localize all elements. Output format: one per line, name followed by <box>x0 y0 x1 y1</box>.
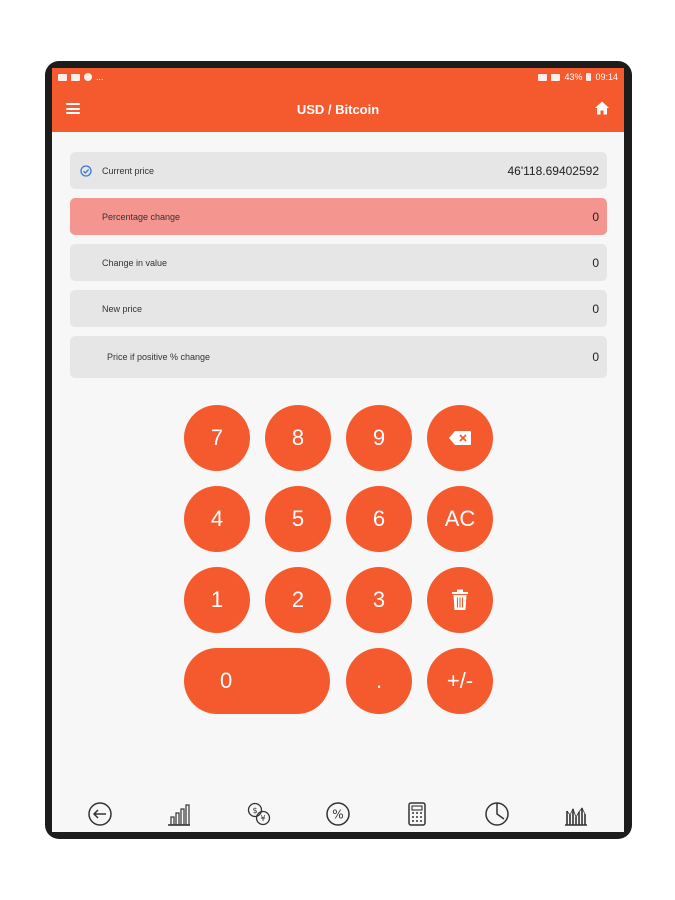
row-value: 0 <box>592 209 599 224</box>
row-label-wrap <box>80 258 167 268</box>
status-more-text: ... <box>96 72 104 82</box>
calculator-icon <box>403 800 431 828</box>
svg-text:%: % <box>332 807 344 822</box>
menu-icon-line <box>66 103 80 105</box>
row-label-wrap <box>80 212 180 222</box>
key-8[interactable]: 8 <box>265 405 331 471</box>
nav-bar-chart[interactable] <box>163 798 195 830</box>
nav-percentage[interactable] <box>322 798 354 830</box>
home-icon[interactable] <box>594 100 610 116</box>
app-screen <box>52 68 624 832</box>
back-arrow-icon <box>86 800 114 828</box>
settings-icon <box>84 73 92 81</box>
status-bar <box>52 68 624 86</box>
trash-icon <box>451 589 469 611</box>
backspace-button[interactable] <box>427 405 493 471</box>
image-icon <box>71 74 80 81</box>
key-3[interactable]: 3 <box>346 567 412 633</box>
key-1[interactable]: 1 <box>184 567 250 633</box>
row-label-wrap <box>80 165 154 177</box>
key-9[interactable]: 9 <box>346 405 412 471</box>
menu-icon-line <box>66 112 80 114</box>
row-value: 0 <box>592 350 599 364</box>
clock-icon <box>483 800 511 828</box>
volume-chart-icon <box>562 800 590 828</box>
battery-icon <box>586 73 591 81</box>
currency-exchange-icon <box>245 800 273 828</box>
key-0[interactable]: 0 <box>184 648 330 714</box>
row-new-price[interactable] <box>70 290 607 327</box>
row-percentage-change[interactable] <box>70 198 607 235</box>
sign-toggle-button[interactable]: +/- <box>427 648 493 714</box>
battery-percent: 43% <box>564 72 583 82</box>
clock: 09:14 <box>595 72 618 82</box>
key-6[interactable]: 6 <box>346 486 412 552</box>
row-label: Price if positive % change <box>107 352 211 362</box>
row-price-if-positive-change[interactable] <box>70 336 607 378</box>
row-label: Percentage change <box>102 211 181 222</box>
wifi-icon <box>551 74 560 81</box>
row-change-in-value[interactable] <box>70 244 607 281</box>
nav-currency-exchange[interactable] <box>243 798 275 830</box>
key-4[interactable]: 4 <box>184 486 250 552</box>
all-clear-button[interactable]: AC <box>427 486 493 552</box>
menu-icon[interactable] <box>66 103 80 114</box>
svg-text:$: $ <box>252 806 258 815</box>
row-value: 0 <box>592 301 599 316</box>
key-7[interactable]: 7 <box>184 405 250 471</box>
bottom-nav <box>52 796 624 832</box>
status-bar-right <box>538 72 618 82</box>
key-5[interactable]: 5 <box>265 486 331 552</box>
row-label: Current price <box>102 165 155 176</box>
row-label: Change in value <box>102 257 168 268</box>
backspace-icon <box>449 431 471 445</box>
key-2[interactable]: 2 <box>265 567 331 633</box>
row-label-wrap <box>80 352 210 362</box>
delete-button[interactable] <box>427 567 493 633</box>
row-value: 46'118.69402592 <box>507 163 599 178</box>
row-label-wrap <box>80 304 142 314</box>
nav-timer[interactable] <box>481 798 513 830</box>
key-decimal[interactable]: . <box>346 648 412 714</box>
status-bar-left <box>58 72 104 82</box>
mute-icon <box>538 74 547 81</box>
row-label: New price <box>102 303 143 314</box>
nav-back[interactable] <box>84 798 116 830</box>
menu-icon-line <box>66 108 80 110</box>
percent-icon <box>324 800 352 828</box>
value-rows <box>70 152 607 387</box>
svg-text:¥: ¥ <box>260 814 266 823</box>
nav-volume-chart[interactable] <box>560 798 592 830</box>
nav-calculator[interactable] <box>401 798 433 830</box>
row-current-price[interactable] <box>70 152 607 189</box>
bar-chart-icon <box>165 800 193 828</box>
app-bar <box>52 86 624 132</box>
check-circle-icon <box>80 165 92 177</box>
cloud-icon <box>58 74 67 81</box>
page-title: USD / Bitcoin <box>296 101 380 117</box>
row-value: 0 <box>592 255 599 270</box>
